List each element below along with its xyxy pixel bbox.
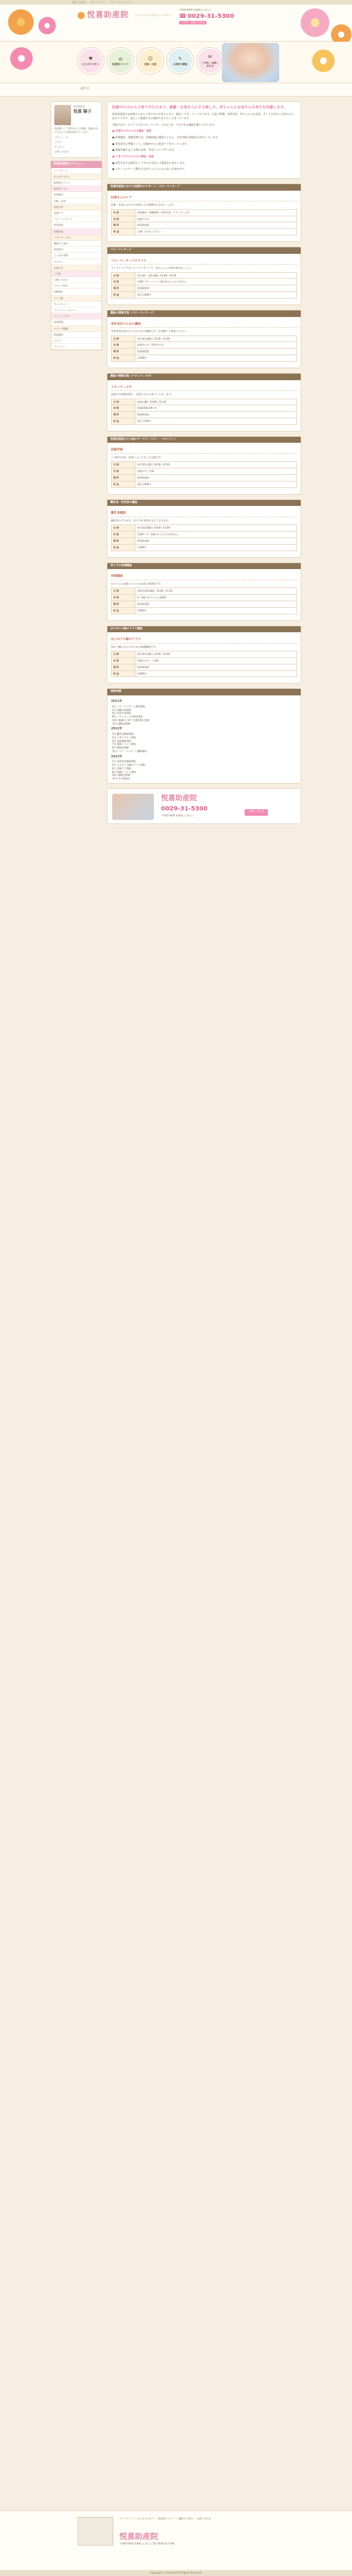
nav-item-label: 妊娠・出産 [144, 63, 156, 66]
section-body [107, 380, 301, 431]
table-key: 対 象 [112, 216, 135, 222]
table-key: 料 金 [112, 229, 135, 235]
table-key: 日 時 [112, 335, 135, 342]
sidebar-menu-item[interactable]: トップページ [51, 168, 101, 174]
table-key: 対 象 [112, 658, 135, 664]
flower-decoration [310, 48, 336, 74]
nav-item-content [112, 56, 129, 66]
table-value: 妊娠中の方・ご家族 [135, 658, 297, 664]
sidebar-menu-item[interactable]: マタニティヨガ [51, 235, 101, 241]
table-row [112, 544, 297, 551]
nav-item-content [173, 56, 187, 66]
table-row [112, 607, 297, 614]
table-row [112, 418, 297, 424]
sidebar-menu-item[interactable]: 関連施設 [51, 332, 101, 338]
table-row [112, 601, 297, 607]
sections [107, 184, 301, 684]
section-subheading: 母乳育児のための講座 [111, 322, 297, 328]
footer-nav[interactable]: トップページ ｜ はじめての方へ ｜ 助産院について ｜ 講座のご案内 ｜ お問い合わせ [119, 2517, 211, 2520]
sidebar-menu-item[interactable]: よくある質問 [51, 253, 101, 259]
section-text: オーストラリア式ベビーマッサージで、赤ちゃんとの絆を深めましょう。 [111, 266, 193, 270]
footer-map[interactable] [78, 2517, 113, 2546]
footer-logo[interactable]: 悦喜助産院 [119, 2533, 159, 2541]
sidebar-menu-item[interactable]: お知らせ [51, 265, 101, 271]
top-link[interactable]: プライバシーポリシー [109, 1, 134, 4]
info-table [111, 399, 297, 425]
table-key: 対 象 [112, 468, 135, 475]
table-row [112, 532, 297, 538]
table-key: 料 金 [112, 607, 135, 614]
section-subheading: ベビーマッサージのクラス [111, 259, 297, 265]
table-key: 料 金 [112, 418, 135, 424]
history-item: 12月 講演会開催 [112, 722, 131, 725]
info-table [111, 209, 297, 235]
table-value: 悦喜助産院 [135, 285, 297, 292]
section-text: 離乳食のすすめ方、作り方を実習を交えて学びます。 [111, 518, 171, 522]
info-section [107, 373, 301, 431]
table-value: 1,000円 [135, 607, 297, 614]
section-bar: 離乳食・幼児食の講座 [107, 500, 301, 507]
sidebar-menu-item[interactable]: 分娩・出産 [51, 198, 101, 204]
table-value: 悦喜助産院 [135, 601, 297, 607]
section-subheading: 両親学級 [111, 448, 297, 454]
sidebar-menu-item[interactable]: 院長あいさつ [51, 186, 101, 192]
section-subheading: 発達講座 [111, 574, 297, 580]
sidebar-menu-item[interactable]: ベビーマッサージ [51, 216, 101, 222]
table-row [112, 349, 297, 355]
table-row [112, 209, 297, 216]
table-value: 悦喜助産院 [135, 664, 297, 670]
header-address: 〒000-0000 茨城県○○市○○ [179, 8, 212, 11]
section-text: お子さんの発達についてのお話と相談会です。 [111, 582, 163, 585]
flower-decoration [37, 15, 57, 36]
table-key: 料 金 [112, 355, 135, 361]
intro-paragraph: ● 妊婦健診・保健指導では、妊娠経過の確認とともに、生活全般の相談をお受けしています。 [112, 136, 220, 140]
banner-contact-button[interactable]: お問い合わせ [245, 809, 268, 816]
hero-baby-photo [222, 43, 279, 82]
profile-photo [54, 105, 71, 125]
profile-card [51, 101, 102, 158]
table-key: 場 所 [112, 349, 135, 355]
intro-box [107, 101, 301, 179]
history-item: 6月 母乳外来開始 [112, 711, 131, 715]
main-content [107, 101, 301, 829]
table-value: 毎月第2・第4水曜日 10:00〜12:00 [135, 272, 297, 279]
nav-item[interactable] [137, 48, 163, 74]
table-key: 場 所 [112, 412, 135, 418]
banner-photo [112, 794, 154, 820]
profile-description: 助産師として30年以上の経験。地域の母子を支える活動を続けています。 [54, 127, 98, 133]
history-item: 5月 発達講座開始 [112, 739, 131, 742]
section-bar: はじめての親のクラス講座 [107, 626, 301, 633]
history-item: 10月 地域の子育て支援活動に参加 [112, 718, 150, 722]
table-key: 日 時 [112, 399, 135, 405]
top-link[interactable]: お問い合わせ [72, 1, 86, 4]
history-item: 8月 地域イベント参加 [112, 770, 136, 773]
info-section [107, 499, 301, 558]
table-row [112, 272, 297, 279]
table-row [112, 399, 297, 405]
page-subtitle-text: 誕生日 [81, 87, 90, 91]
heart-icon: ♥ [88, 55, 93, 61]
table-value: 奇数月第4木曜日 10:00〜11:30 [135, 588, 297, 595]
sidebar-menu-item[interactable]: ご予約 [51, 271, 101, 277]
sidebar-menu-item[interactable]: ブログ [51, 338, 101, 344]
sidebar-menu-item[interactable]: アクセス [51, 259, 101, 265]
sidebar-menu-item[interactable]: リンク集 [51, 296, 101, 302]
section-bar: 母と子の発達講座 [107, 563, 301, 570]
history-year: 2011年 [111, 700, 122, 704]
sidebar-menu-item[interactable]: スタッフブログ [51, 313, 101, 319]
history-year: 2012年 [111, 727, 122, 731]
table-row [112, 405, 297, 412]
intro-paragraph: ■ 子育て中の方のための講座・相談 [112, 155, 155, 159]
profile-name: 悦喜 陽子 [73, 109, 92, 114]
table-value: 妊婦健診／保健指導／母乳外来／マタニティヨガ [135, 209, 297, 216]
mail-icon: ✉ [208, 54, 212, 60]
section-bar: ベビーマッサージ [107, 247, 301, 254]
table-value: 悦喜助産院 [135, 222, 297, 229]
section-text: 妊娠・出産にむけての身体と心の準備をお手伝いします。 [111, 203, 176, 207]
table-value: 毎月第2金曜日 10:00〜12:00 [135, 525, 297, 532]
main-navigation [0, 42, 352, 83]
history-item: 4月 ベビーマッサージ教室開始 [112, 704, 146, 708]
table-row [112, 658, 297, 664]
nav-item[interactable] [78, 48, 104, 74]
table-row [112, 412, 297, 418]
sidebar-menu-title: 悦喜助産院のメニュー [51, 161, 102, 168]
banner-logo: 悦喜助産院 [161, 794, 197, 803]
nav-item-label: お産前の講座 [173, 63, 187, 66]
sidebar-menu-item[interactable]: 料金案内 [51, 247, 101, 253]
section-body [107, 506, 301, 557]
history-bar: 活動実績 [107, 689, 301, 695]
table-row [112, 525, 297, 532]
table-value: 悦喜助産院 [135, 349, 297, 355]
table-row [112, 292, 297, 299]
table-value: 妊娠16週以降の方 [135, 405, 297, 412]
section-body [107, 191, 301, 241]
table-value: 毎週火曜日 10:00〜11:30 [135, 399, 297, 405]
history-section [107, 688, 301, 784]
intro-paragraph: 当院ではオーストラリア式ベビーマッサージをはじめ、さまざまな講座を開いております。 [112, 123, 217, 127]
table-key: 場 所 [112, 285, 135, 292]
profile-link[interactable]: ブログ [54, 141, 61, 144]
intro-paragraph: ● ベビーマッサージ教室では赤ちゃんとのふれあいを深めます。 [112, 168, 187, 172]
table-row [112, 355, 297, 361]
profile-links [54, 135, 98, 154]
table-value: 0〜3歳のお子さんと保護者 [135, 595, 297, 601]
table-key: 内 容 [112, 209, 135, 216]
section-bar: 講座の開催日程（マタニティヨガ） [107, 374, 301, 380]
book-icon: ✎ [178, 55, 183, 61]
banner-tel[interactable]: 0029-31-5300 [161, 806, 208, 813]
table-row [112, 216, 297, 222]
section-subheading: はじめての親のクラス [111, 638, 297, 644]
sidebar-menu-item[interactable]: サイトマップ [51, 302, 101, 307]
table-key: 場 所 [112, 537, 135, 544]
intro-paragraph: ● 母乳外来では授乳のトラブルや卒乳のご相談をお受けします。 [112, 161, 187, 165]
footer-address: 〒000-0000 茨城県○○市○○ TEL 0029-31-5300 [119, 2542, 175, 2545]
table-row [112, 475, 297, 481]
sidebar-menu-item[interactable]: 両親学級 [51, 229, 101, 235]
info-table [111, 651, 297, 677]
flower-decoration [8, 45, 35, 72]
nav-item-label: 助産院について [112, 63, 129, 66]
section-body [107, 254, 301, 304]
sidebar-menu-item[interactable]: 採用情報 [51, 319, 101, 325]
history-item: 12月 年末相談会 [112, 777, 131, 781]
sidebar-menu-item[interactable]: 活動報告 [51, 289, 101, 295]
table-row [112, 537, 297, 544]
history-item: 7月 地域イベント参加 [112, 742, 136, 746]
table-key: 日 時 [112, 272, 135, 279]
table-row [112, 468, 297, 475]
logo-text: 悦喜助産院 [87, 11, 129, 20]
main-wrapper [51, 101, 301, 829]
header-contact [179, 8, 263, 26]
table-value: 毎月第1日曜日 13:00〜15:00 [135, 651, 297, 658]
sidebar-menu-item[interactable]: 育児相談 [51, 222, 101, 228]
history-item: 9月 講演会開催 [112, 746, 129, 750]
profile-title: 助産院院長 [73, 105, 85, 108]
history-item: 11月 ベビーマッサージ講師養成 [112, 749, 147, 753]
info-table [111, 524, 297, 551]
footer [0, 2510, 352, 2576]
info-section [107, 563, 301, 621]
intro-paragraph: ■ 妊娠中の方のための講座・相談 [112, 130, 152, 133]
section-body [107, 632, 301, 683]
table-row [112, 335, 297, 342]
contact-badge[interactable]: ご予約・お問い合わせ [179, 21, 206, 24]
table-value: 生後4ヶ月〜1歳のお子さんのお母さん [135, 532, 297, 538]
section-body [107, 569, 301, 620]
intro-heading: 妊娠中の方から子育て中の方まで、素敵・お母さんにする楽しさ。赤ちゃんとお母さんの幸せを応援します。 [112, 105, 288, 110]
section-text: 妊娠中の体調を整え、安産にむけた体づくりをします。 [111, 393, 174, 396]
nav-item-label: ご予約・お問い合わせ [202, 61, 218, 67]
nav-item-content [144, 56, 156, 66]
table-key: 場 所 [112, 475, 135, 481]
nav-item-content [82, 56, 99, 66]
sidebar-menu-item[interactable]: 産後ケア [51, 210, 101, 216]
history-item: 4月 はじめての親のクラス開始 [112, 763, 146, 767]
table-value: 悦喜助産院 [135, 475, 297, 481]
info-table [111, 588, 297, 614]
sidebar-menu-item[interactable]: スタッフ紹介 [51, 283, 101, 289]
table-key: 対 象 [112, 279, 135, 285]
header-tel[interactable] [179, 12, 263, 21]
contact-banner [107, 788, 301, 824]
house-icon: ⌂ [119, 55, 122, 61]
section-bar: 講座の開催日程（ベビーマッサージ） [107, 310, 301, 317]
nav-item[interactable] [107, 48, 134, 74]
section-bar: 悦喜助産院のその他のサービス（ベビー・マタニティ） [107, 437, 301, 443]
table-value: お問い合わせください [135, 229, 297, 235]
section-subheading: 離乳食講座 [111, 511, 297, 517]
table-key: 対 象 [112, 405, 135, 412]
table-key: 料 金 [112, 670, 135, 677]
table-row [112, 342, 297, 349]
info-section [107, 626, 301, 684]
history-item: 1月 離乳食講座開始 [112, 732, 134, 735]
sidebar-menu [51, 168, 102, 351]
section-subheading: マタニティヨガ [111, 386, 297, 391]
sidebar-menu-item[interactable]: お問い合わせ [51, 277, 101, 283]
profile-link[interactable]: プロフィール [54, 136, 69, 139]
nav-item[interactable] [197, 48, 223, 74]
table-value: 2,000円 [135, 670, 297, 677]
info-section [107, 247, 301, 305]
copyright: Copyright © 悦喜助産院 All Rights Reserved. [0, 2570, 352, 2576]
info-section [107, 436, 301, 495]
sidebar [51, 101, 102, 829]
table-row [112, 285, 297, 292]
table-value: 妊娠中の方 [135, 216, 297, 222]
history-year: 2013年 [111, 754, 122, 759]
flower-decoration [298, 6, 332, 39]
section-text: 母乳育児を続けたい方のための講座です。お気軽にご参加ください。 [111, 330, 189, 333]
nav-item-label: はじめての方へ [82, 63, 99, 66]
table-value: 悦喜助産院 [135, 412, 297, 418]
info-table [111, 335, 297, 362]
section-bar: 悦喜助産院における妊娠中のサポート・ベビーマッサージ [107, 184, 301, 191]
flower-decoration [6, 7, 36, 37]
sidebar-menu-item[interactable]: 妊婦健診 [51, 192, 101, 198]
table-row [112, 670, 297, 677]
table-key: 対 象 [112, 532, 135, 538]
profile-link[interactable]: お問い合わせ [54, 150, 69, 154]
info-table [111, 272, 297, 299]
site-logo[interactable] [78, 10, 172, 21]
baby-icon: ☺ [147, 55, 153, 61]
table-value: 1組 3,000円 [135, 481, 297, 487]
table-row [112, 664, 297, 670]
table-value: 1回 2,000円 [135, 292, 297, 299]
table-key: 日 時 [112, 588, 135, 595]
phone-icon: ☎ [179, 13, 187, 20]
info-section [107, 184, 301, 242]
header-tel-number: 0029-31-5300 [187, 13, 234, 20]
table-row [112, 229, 297, 235]
history-item: 5月 両親学級開始 [112, 708, 131, 711]
table-key: 料 金 [112, 292, 135, 299]
page-subtitle [0, 83, 352, 97]
table-value: 妊娠中のご夫婦 [135, 468, 297, 475]
table-row [112, 588, 297, 595]
history-item: 10月 講演会開催 [112, 773, 131, 777]
sidebar-menu-item[interactable]: メディア掲載 [51, 326, 101, 332]
top-link[interactable]: サイトマップ [91, 1, 105, 4]
section-text: 初めて親になる方のための基礎講座です。 [111, 645, 159, 648]
logo-tagline: オーストラリア式ベビーマッサージ [135, 13, 173, 17]
nav-items [78, 48, 223, 74]
history-item: 6月 産後ケア開始 [112, 766, 131, 770]
info-table [111, 461, 297, 487]
intro-paragraph: ● 母乳育児の準備として、妊娠中からの乳房ケアを行っています。 [112, 142, 190, 146]
logo-mark-icon [78, 12, 85, 19]
banner-address: 〒000-0000 茨城県○○市○○ [161, 814, 194, 818]
table-value: 1,500円 [135, 544, 297, 551]
table-key: 対 象 [112, 595, 135, 601]
nav-item[interactable] [167, 48, 193, 74]
intro-paragraph: ● 両親学級ではご夫婦で出産・育児について学べます。 [112, 149, 177, 153]
table-row [112, 462, 297, 468]
section-body [107, 443, 301, 493]
intro-paragraph: 悦喜助産院では妊婦さんから子育て中のお母さんまで、幅広くサポートしております。お産の準備、母乳育児、赤ちゃんのお世話、そしてお母さん自身の心と体のケアまで、安心して相談できる場所でありたいと思っています。 [112, 113, 294, 121]
table-key: 日 時 [112, 525, 135, 532]
table-key: 日 時 [112, 651, 135, 658]
history-item: 8月 マタニティヨガ教室開始 [112, 715, 143, 719]
table-value: 悦喜助産院 [135, 537, 297, 544]
table-key: 料 金 [112, 544, 135, 551]
table-key: 料 金 [112, 481, 135, 487]
table-value: 生後2ヶ月〜ハイハイ前の赤ちゃんとお母さん [135, 279, 297, 285]
table-key: 場 所 [112, 664, 135, 670]
section-body [107, 317, 301, 368]
section-subheading: 妊婦さんのケア [111, 196, 297, 202]
table-row [112, 481, 297, 487]
section-text: ご夫婦で出産・育児について学べる学級です。 [111, 455, 163, 459]
history-item: 3月 子育てサロン開設 [112, 735, 136, 739]
sidebar-menu-item[interactable]: エントリー [51, 344, 101, 350]
sidebar-menu-item[interactable]: はじめての方へ [51, 174, 101, 180]
nav-item-content [202, 54, 218, 67]
table-value: 1,500円 [135, 355, 297, 361]
sidebar-menu-item[interactable]: 助産院について [51, 180, 101, 186]
profile-link[interactable]: アクセス [54, 145, 64, 149]
header [0, 5, 352, 42]
sidebar-menu-item[interactable]: 講座のご案内 [51, 241, 101, 247]
table-row [112, 651, 297, 658]
table-key: 日 時 [112, 462, 135, 468]
table-key: 場 所 [112, 222, 135, 229]
info-section [107, 310, 301, 368]
table-value: 毎月第3土曜日 10:00〜12:00 [135, 462, 297, 468]
sidebar-menu-item[interactable]: プライバシーポリシー [51, 307, 101, 313]
table-value: 毎月第1金曜日 13:30〜15:00 [135, 335, 297, 342]
table-value: 1回 1,500円 [135, 418, 297, 424]
history-body [107, 695, 301, 783]
table-key: 場 所 [112, 601, 135, 607]
table-value: 妊娠中の方・授乳中の方 [135, 342, 297, 349]
table-key: 対 象 [112, 342, 135, 349]
table-row [112, 595, 297, 601]
top-bar [0, 0, 352, 5]
table-row [112, 222, 297, 229]
history-item: 2月 母乳育児講座開始 [112, 760, 136, 763]
table-row [112, 279, 297, 285]
sidebar-menu-item[interactable]: 母乳外来 [51, 204, 101, 210]
